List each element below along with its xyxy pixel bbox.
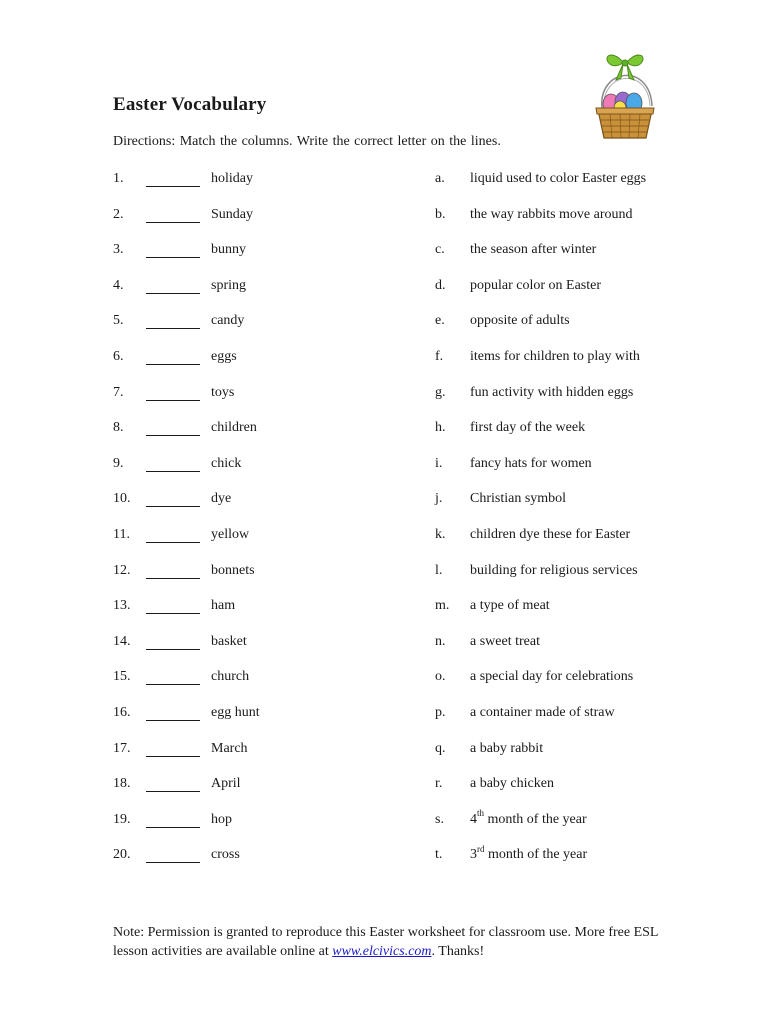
- answer-blank[interactable]: [146, 635, 200, 650]
- matching-row: [113, 843, 693, 882]
- matching-row: [113, 633, 693, 669]
- answer-blank[interactable]: [146, 670, 200, 685]
- vocabulary-word: yellow: [211, 526, 250, 542]
- answer-blank[interactable]: [146, 243, 200, 258]
- definition-text: children dye these for Easter: [470, 526, 631, 542]
- matching-row: [113, 170, 693, 206]
- definition-letter: e.: [435, 313, 445, 329]
- definition-text: [470, 843, 588, 864]
- item-number: 20.: [113, 847, 131, 863]
- definition-letter: l.: [435, 562, 443, 578]
- matching-row: [113, 808, 693, 847]
- item-number: 12.: [113, 562, 131, 578]
- definition-letter: h.: [435, 420, 446, 436]
- note-thanks: . Thanks!: [431, 944, 485, 959]
- definition-text: items for children to play with: [470, 348, 640, 364]
- easter-basket-icon: [590, 48, 660, 144]
- matching-row: [113, 490, 693, 526]
- definition-letter: m.: [435, 598, 450, 614]
- matching-row: [113, 562, 693, 598]
- definition-text: a baby chicken: [470, 776, 554, 792]
- item-number: 19.: [113, 811, 131, 827]
- vocabulary-word: holiday: [211, 171, 253, 186]
- vocabulary-word: March: [211, 740, 248, 756]
- directions-text: Directions: Match the columns. Write the correct letter on the lines.: [113, 134, 501, 149]
- answer-blank[interactable]: [146, 421, 200, 436]
- matching-row: [113, 241, 693, 277]
- definition-text: liquid used to color Easter eggs: [470, 171, 647, 186]
- matching-row: [113, 526, 693, 562]
- definition-letter: n.: [435, 633, 446, 649]
- item-number: 16.: [113, 704, 131, 720]
- answer-blank[interactable]: [146, 706, 200, 721]
- answer-blank[interactable]: [146, 208, 200, 223]
- definition-text: [470, 808, 587, 829]
- item-number: 5.: [113, 313, 124, 329]
- vocabulary-word: basket: [211, 633, 247, 649]
- item-number: 1.: [113, 171, 124, 186]
- vocabulary-word: children: [211, 420, 257, 436]
- item-number: 8.: [113, 420, 124, 436]
- definition-letter: a.: [435, 171, 445, 186]
- vocabulary-word: Sunday: [211, 206, 253, 222]
- answer-blank[interactable]: [146, 172, 200, 187]
- answer-blank[interactable]: [146, 742, 200, 757]
- definition-text: a special day for celebrations: [470, 669, 634, 685]
- item-number: 18.: [113, 776, 131, 792]
- page-title: Easter Vocabulary: [113, 94, 267, 115]
- answer-blank[interactable]: [146, 350, 200, 365]
- definition-letter: o.: [435, 669, 446, 685]
- definition-text: fun activity with hidden eggs: [470, 384, 634, 400]
- definition-letter: p.: [435, 704, 446, 720]
- definition-letter: c.: [435, 242, 445, 258]
- item-number: 10.: [113, 491, 131, 507]
- answer-blank[interactable]: [146, 848, 200, 863]
- item-number: 7.: [113, 384, 124, 400]
- item-number: 15.: [113, 669, 131, 685]
- matching-row: [113, 384, 693, 420]
- definition-text: opposite of adults: [470, 313, 570, 329]
- definition-ordinal: 4: [470, 811, 477, 827]
- vocabulary-word: dye: [211, 491, 232, 507]
- answer-blank[interactable]: [146, 279, 200, 294]
- definition-letter: r.: [435, 776, 443, 792]
- matching-row: [113, 206, 693, 242]
- definition-text: fancy hats for women: [470, 455, 592, 471]
- definition-rest: month of the year: [484, 811, 587, 827]
- item-number: 9.: [113, 455, 124, 471]
- item-number: 6.: [113, 348, 124, 364]
- definition-text: a type of meat: [470, 598, 550, 614]
- vocabulary-word: eggs: [211, 348, 237, 364]
- elcivics-link[interactable]: www.elcivics.com: [332, 944, 432, 959]
- vocabulary-word: bonnets: [211, 562, 255, 578]
- definition-letter: g.: [435, 384, 446, 400]
- definition-ordinal: 3: [470, 847, 477, 863]
- definition-letter: f.: [435, 348, 444, 364]
- vocabulary-word: chick: [211, 455, 242, 471]
- vocabulary-word: bunny: [211, 242, 246, 258]
- matching-row: [113, 348, 693, 384]
- answer-blank[interactable]: [146, 314, 200, 329]
- item-number: 4.: [113, 277, 124, 293]
- matching-row: [113, 597, 693, 633]
- definition-ordinal-suffix: th: [477, 808, 485, 819]
- vocabulary-word: egg hunt: [211, 704, 260, 720]
- definition-letter: j.: [435, 491, 443, 507]
- definition-text: the season after winter: [470, 242, 597, 258]
- vocabulary-word: toys: [211, 384, 235, 400]
- definition-text: Christian symbol: [470, 491, 567, 507]
- definition-letter: d.: [435, 277, 446, 293]
- answer-blank[interactable]: [146, 528, 200, 543]
- vocabulary-word: candy: [211, 313, 245, 329]
- answer-blank[interactable]: [146, 457, 200, 472]
- definition-letter: k.: [435, 526, 446, 542]
- definition-ordinal-suffix: rd: [477, 843, 485, 854]
- vocabulary-word: cross: [211, 847, 240, 863]
- matching-row: [113, 775, 693, 811]
- definition-rest: month of the year: [484, 847, 588, 863]
- definition-letter: i.: [435, 455, 443, 471]
- matching-row: [113, 668, 693, 704]
- vocabulary-word: church: [211, 669, 250, 685]
- definition-text: first day of the week: [470, 420, 586, 436]
- definition-text: a baby rabbit: [470, 740, 544, 756]
- definition-text: popular color on Easter: [470, 277, 602, 293]
- item-number: 14.: [113, 633, 131, 649]
- definition-letter: q.: [435, 740, 446, 756]
- matching-row: [113, 704, 693, 740]
- matching-row: [113, 740, 693, 776]
- definition-letter: b.: [435, 206, 446, 222]
- item-number: 11.: [113, 526, 130, 542]
- definition-letter: t.: [435, 847, 443, 863]
- vocabulary-word: spring: [211, 277, 246, 293]
- definition-text: the way rabbits move around: [470, 206, 633, 222]
- definition-text: a sweet treat: [470, 633, 540, 649]
- matching-row: [113, 419, 693, 455]
- item-number: 13.: [113, 598, 131, 614]
- item-number: 2.: [113, 206, 124, 222]
- vocabulary-word: ham: [211, 598, 236, 614]
- definition-text: building for religious services: [470, 562, 638, 578]
- item-number: 17.: [113, 740, 131, 756]
- definition-text: a container made of straw: [470, 704, 615, 720]
- answer-blank[interactable]: [146, 564, 200, 579]
- answer-blank[interactable]: [146, 386, 200, 401]
- matching-row: [113, 312, 693, 348]
- answer-blank[interactable]: [146, 777, 200, 792]
- note-text: Note: Permission is granted to reproduce this Easter worksheet for classroom use. More free ESL lesson activities are available online at: [113, 925, 658, 959]
- vocabulary-word: April: [211, 776, 241, 792]
- matching-list: [113, 170, 693, 882]
- item-number: 3.: [113, 242, 124, 258]
- answer-blank[interactable]: [146, 599, 200, 614]
- matching-row: [113, 455, 693, 491]
- answer-blank[interactable]: [146, 492, 200, 507]
- permission-note: [113, 923, 673, 961]
- answer-blank[interactable]: [146, 813, 200, 828]
- vocabulary-word: hop: [211, 811, 232, 827]
- matching-row: [113, 277, 693, 313]
- definition-letter: s.: [435, 811, 444, 827]
